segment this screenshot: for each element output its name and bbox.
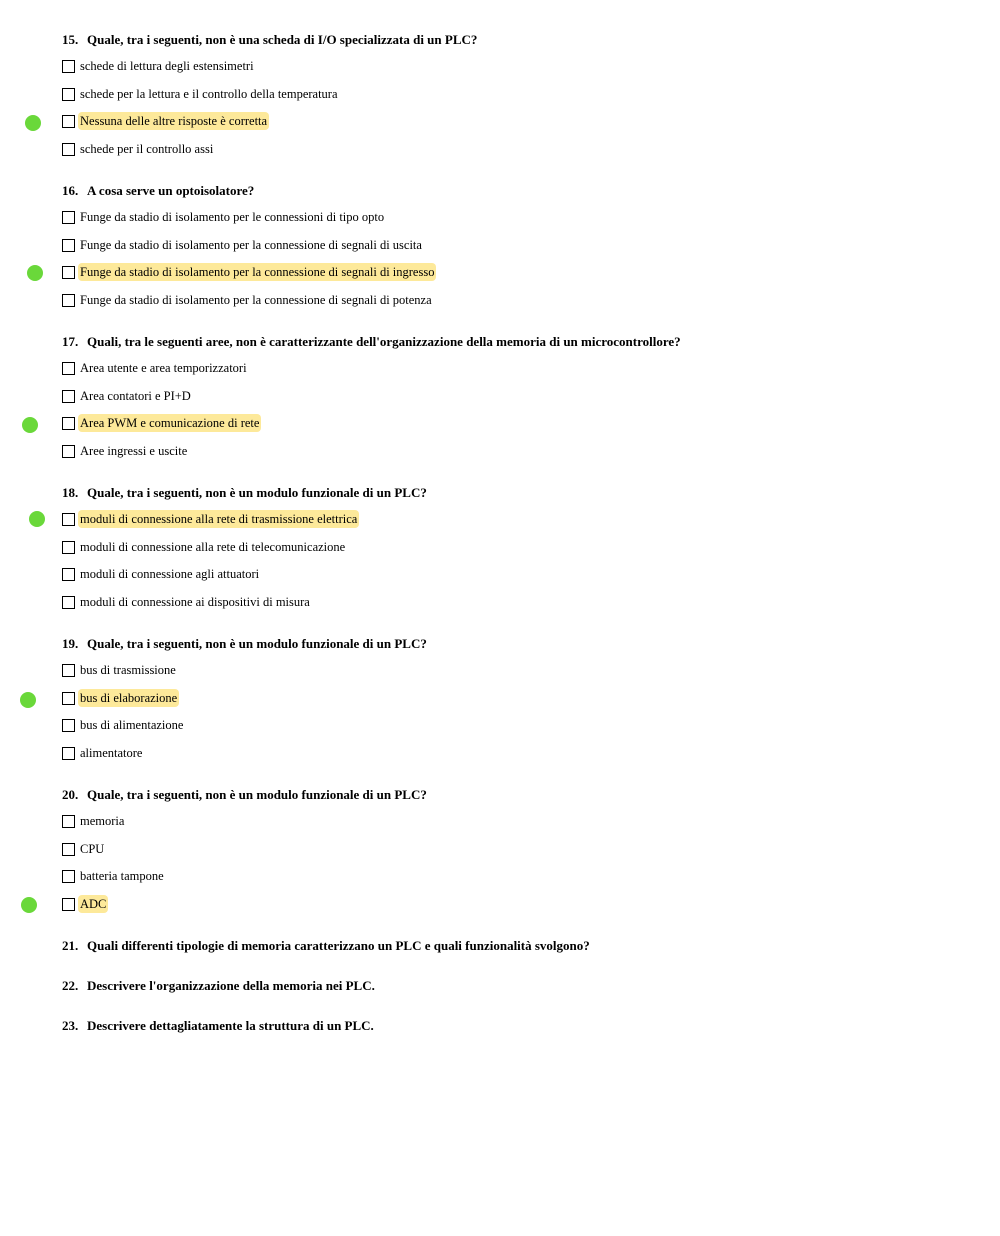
option-correct[interactable]	[62, 415, 261, 431]
question-text: Quale, tra i seguenti, non è un modulo funzionale di un PLC?	[87, 485, 427, 500]
option-label: bus di alimentazione	[80, 718, 184, 732]
option[interactable]	[62, 388, 193, 404]
option-label: moduli di connessione alla rete di trasmissione elettrica	[80, 512, 358, 526]
checkbox[interactable]	[62, 513, 75, 526]
question-text: A cosa serve un optoisolatore?	[87, 183, 255, 198]
correct-answer-marker	[27, 265, 43, 281]
question-title	[62, 1018, 374, 1034]
option-label: bus di elaborazione	[80, 691, 178, 705]
option-label: Aree ingressi e uscite	[80, 444, 188, 458]
checkbox[interactable]	[62, 390, 75, 403]
question-text: Quali, tra le seguenti aree, non è caratterizzante dell'organizzazione della memoria di un microcontrollore?	[87, 334, 681, 349]
checkbox[interactable]	[62, 211, 75, 224]
checkbox[interactable]	[62, 898, 75, 911]
option[interactable]	[62, 360, 249, 376]
question-number: 21.	[62, 938, 79, 953]
question-number: 18.	[62, 485, 79, 500]
option-correct[interactable]	[62, 511, 359, 527]
option-label: alimentatore	[80, 746, 143, 760]
option[interactable]	[62, 841, 106, 857]
checkbox[interactable]	[62, 239, 75, 252]
question-title	[62, 636, 427, 652]
option[interactable]	[62, 813, 126, 829]
checkbox[interactable]	[62, 266, 75, 279]
correct-answer-marker	[29, 511, 45, 527]
checkbox[interactable]	[62, 115, 75, 128]
option[interactable]	[62, 237, 424, 253]
checkbox[interactable]	[62, 417, 75, 430]
checkbox[interactable]	[62, 362, 75, 375]
checkbox[interactable]	[62, 596, 75, 609]
option-correct[interactable]	[62, 896, 108, 912]
question-title	[62, 485, 427, 501]
option-label: schede per il controllo assi	[80, 142, 214, 156]
option-label: Funge da stadio di isolamento per le connessioni di tipo opto	[80, 210, 385, 224]
checkbox[interactable]	[62, 664, 75, 677]
question-number: 23.	[62, 1018, 79, 1033]
option-label: Nessuna delle altre risposte è corretta	[80, 114, 268, 128]
correct-answer-marker	[25, 115, 41, 131]
checkbox[interactable]	[62, 541, 75, 554]
option[interactable]	[62, 662, 178, 678]
option-label: Area contatori e PI+D	[80, 389, 191, 403]
option[interactable]	[62, 443, 189, 459]
checkbox[interactable]	[62, 568, 75, 581]
question-number: 16.	[62, 183, 79, 198]
option[interactable]	[62, 539, 347, 555]
checkbox[interactable]	[62, 747, 75, 760]
checkbox[interactable]	[62, 815, 75, 828]
option-label: batteria tampone	[80, 869, 164, 883]
option-label: moduli di connessione ai dispositivi di misura	[80, 595, 310, 609]
checkbox[interactable]	[62, 88, 75, 101]
option-correct[interactable]	[62, 113, 269, 129]
option[interactable]	[62, 209, 386, 225]
option-label: Funge da stadio di isolamento per la connessione di segnali di ingresso	[80, 265, 435, 279]
question-number: 17.	[62, 334, 79, 349]
option-label: schede di lettura degli estensimetri	[80, 59, 254, 73]
option-label: Funge da stadio di isolamento per la connessione di segnali di potenza	[80, 293, 432, 307]
option-label: Funge da stadio di isolamento per la connessione di segnali di uscita	[80, 238, 422, 252]
question-title	[62, 32, 477, 48]
checkbox[interactable]	[62, 692, 75, 705]
question-number: 20.	[62, 787, 79, 802]
option-label: Area utente e area temporizzatori	[80, 361, 247, 375]
checkbox[interactable]	[62, 445, 75, 458]
question-number: 22.	[62, 978, 79, 993]
correct-answer-marker	[21, 897, 37, 913]
option[interactable]	[62, 58, 256, 74]
checkbox[interactable]	[62, 719, 75, 732]
question-text: Quale, tra i seguenti, non è un modulo funzionale di un PLC?	[87, 636, 427, 651]
option-label: moduli di connessione agli attuatori	[80, 567, 260, 581]
option[interactable]	[62, 566, 261, 582]
checkbox[interactable]	[62, 143, 75, 156]
question-title	[62, 787, 427, 803]
option-label: bus di trasmissione	[80, 663, 176, 677]
option-correct[interactable]	[62, 264, 436, 280]
question-text: Quale, tra i seguenti, non è un modulo funzionale di un PLC?	[87, 787, 427, 802]
option[interactable]	[62, 141, 215, 157]
option-label: memoria	[80, 814, 125, 828]
option[interactable]	[62, 86, 340, 102]
correct-answer-marker	[22, 417, 38, 433]
option[interactable]	[62, 594, 312, 610]
option-label: ADC	[80, 897, 107, 911]
checkbox[interactable]	[62, 843, 75, 856]
question-text: Quale, tra i seguenti, non è una scheda di I/O specializzata di un PLC?	[87, 32, 478, 47]
question-title	[62, 183, 254, 199]
checkbox[interactable]	[62, 870, 75, 883]
question-text: Descrivere l'organizzazione della memoria nei PLC.	[87, 978, 375, 993]
question-title	[62, 334, 681, 350]
option[interactable]	[62, 292, 434, 308]
checkbox[interactable]	[62, 60, 75, 73]
option-label: Area PWM e comunicazione di rete	[80, 416, 260, 430]
question-title	[62, 938, 590, 954]
correct-answer-marker	[20, 692, 36, 708]
checkbox[interactable]	[62, 294, 75, 307]
option[interactable]	[62, 745, 144, 761]
option-label: CPU	[80, 842, 105, 856]
option-label: schede per la lettura e il controllo della temperatura	[80, 87, 338, 101]
question-number: 19.	[62, 636, 79, 651]
question-text: Descrivere dettagliatamente la struttura di un PLC.	[87, 1018, 374, 1033]
question-text: Quali differenti tipologie di memoria caratterizzano un PLC e quali funzionalità svolgono?	[87, 938, 590, 953]
option-label: moduli di connessione alla rete di telecomunicazione	[80, 540, 346, 554]
option-correct[interactable]	[62, 690, 179, 706]
question-title	[62, 978, 375, 994]
option[interactable]	[62, 717, 185, 733]
option[interactable]	[62, 868, 166, 884]
question-number: 15.	[62, 32, 79, 47]
